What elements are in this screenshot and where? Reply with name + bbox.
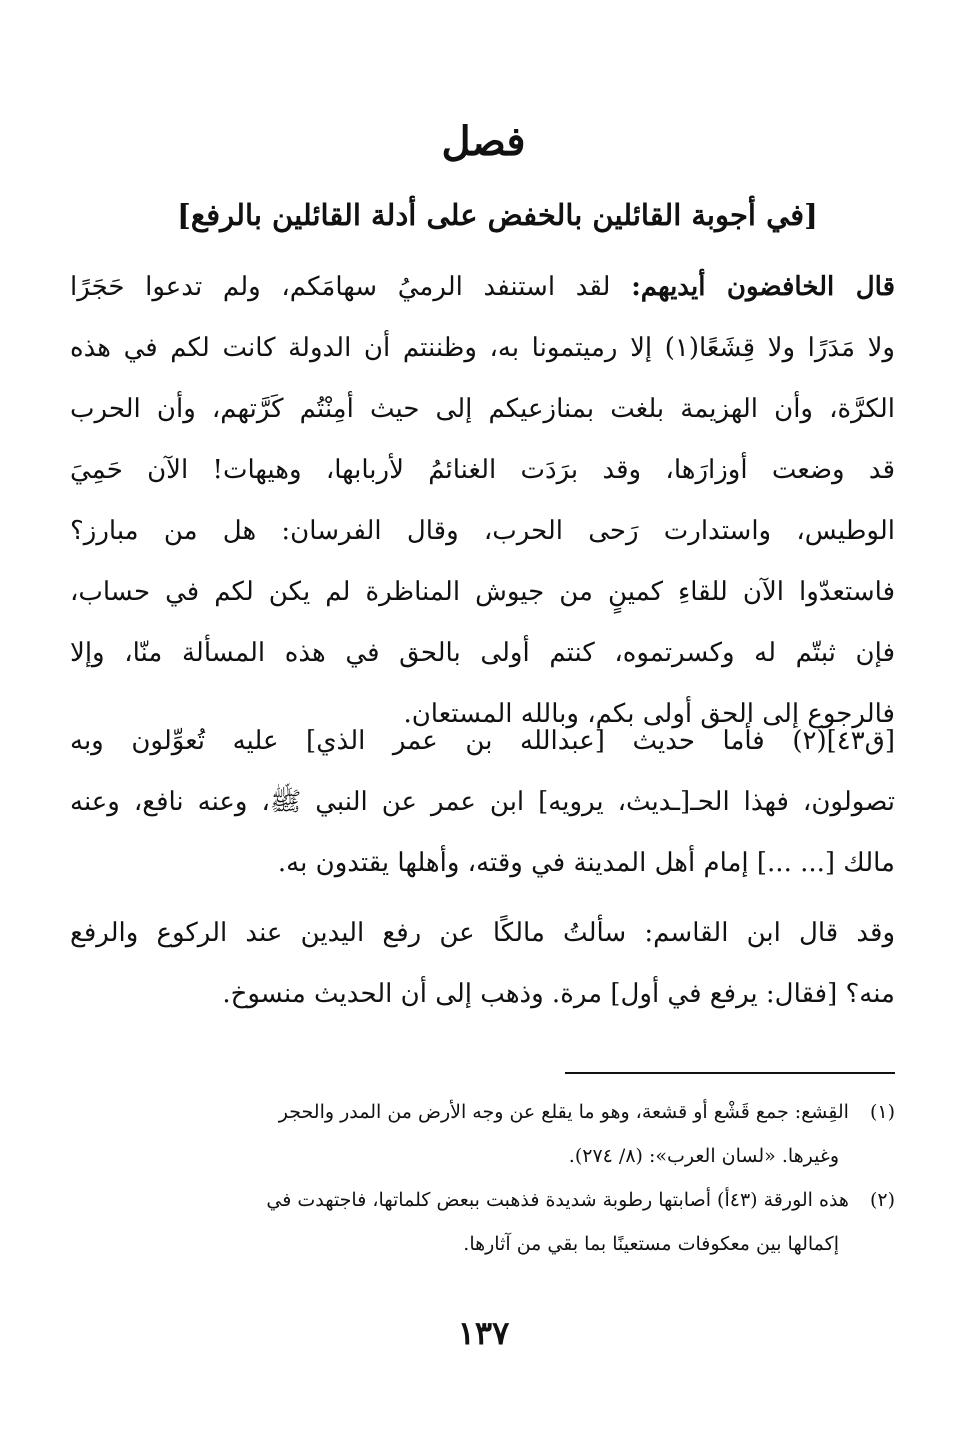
- paragraph-2: [70, 711, 895, 894]
- section-title: [في أجوبة القائلين بالخفض على أدلة القائلين بالرفع]: [177, 198, 818, 232]
- paragraph-line: مالك [... ...] إمام أهل المدينة في وقته، وأهلها يقتدون به.: [277, 848, 895, 878]
- footnote-line: وغيرها. «لسان العرب»: (٨/ ٢٧٤).: [568, 1145, 839, 1167]
- paragraph-line: فالرجوع إلى الحق أولى بكم، وبالله المستعان.: [403, 699, 895, 729]
- page-number: ١٣٧: [457, 1314, 510, 1352]
- footnote-line: إكمالها بين معكوفات مستعينًا بما بقي من آثارها.: [463, 1233, 839, 1255]
- footnotes: [70, 1090, 895, 1266]
- footnote-1: [70, 1090, 895, 1178]
- paragraph-line: قد وضعت أوزارَها، وقد برَدَت الغنائمُ لأربابها، وهيهات! الآن حَمِيَ: [70, 455, 895, 485]
- paragraph-line: منه؟ [فقال: يرفع في أول] مرة. وذهب إلى أن الحديث منسوخ.: [222, 979, 895, 1009]
- paragraph-1: [70, 257, 895, 745]
- paragraph-lead: قال الخافضون أيديهم:: [631, 272, 895, 302]
- footnote-line: [70, 1178, 895, 1222]
- paragraph-3: [70, 903, 895, 1025]
- paragraph-line: فاستعدّوا الآن للقاءِ كمينٍ من جيوش المناظرة لم يكن لكم في حساب،: [70, 577, 895, 607]
- paragraph-line: تصولون، فهذا الحـ[ـديث، يرويه] ابن عمر عن النبي ﷺ، وعنه نافع، وعنه: [70, 787, 895, 817]
- paragraph-line: الكرَّة، وأن الهزيمة بلغت بمنازعيكم إلى حيث أمِنْتُم كَرَّتهم، وأن الحرب: [70, 394, 895, 424]
- footnote-number: (١): [869, 1101, 895, 1123]
- footnote-line: [70, 1090, 895, 1134]
- paragraph-line: فإن ثبتّم له وكسرتموه، كنتم أولى بالحق في هذه المسألة منّا، وإلا: [70, 638, 895, 668]
- paragraph-line: ولا مَدَرًا ولا قِشَعًا(١) إلا رميتمونا به، وظننتم أن الدولة كانت لكم في هذه: [70, 333, 895, 363]
- paragraph-line: [70, 257, 895, 318]
- footnote-number: (٢): [869, 1189, 895, 1211]
- paragraph-line: وقد قال ابن القاسم: سألتُ مالكًا عن رفع اليدين عند الركوع والرفع: [70, 918, 895, 948]
- footnote-divider: [565, 1072, 895, 1074]
- chapter-title: فصل: [441, 118, 526, 165]
- footnote-text: هذه الورقة (٤٣أ) أصابتها رطوبة شديدة فذهبت ببعض كلماتها، فاجتهدت في: [266, 1189, 849, 1211]
- footnote-2: [70, 1178, 895, 1266]
- paragraph-line: الوطيس، واستدارت رَحى الحرب، وقال الفرسان: هل من مبارز؟: [70, 516, 895, 546]
- paragraph-line-text: لقد استنفد الرميُ سهامَكم، ولم تدعوا حَجَرًا: [70, 272, 632, 302]
- paragraph-line: [ق٤٣](٢) فأما حديث [عبدالله بن عمر الذي] عليه تُعوِّلون وبه: [70, 726, 895, 756]
- footnote-text: القِشع: جمع قَشْع أو قشعة، وهو ما يقلع عن وجه الأرض من المدر والحجر: [278, 1101, 849, 1123]
